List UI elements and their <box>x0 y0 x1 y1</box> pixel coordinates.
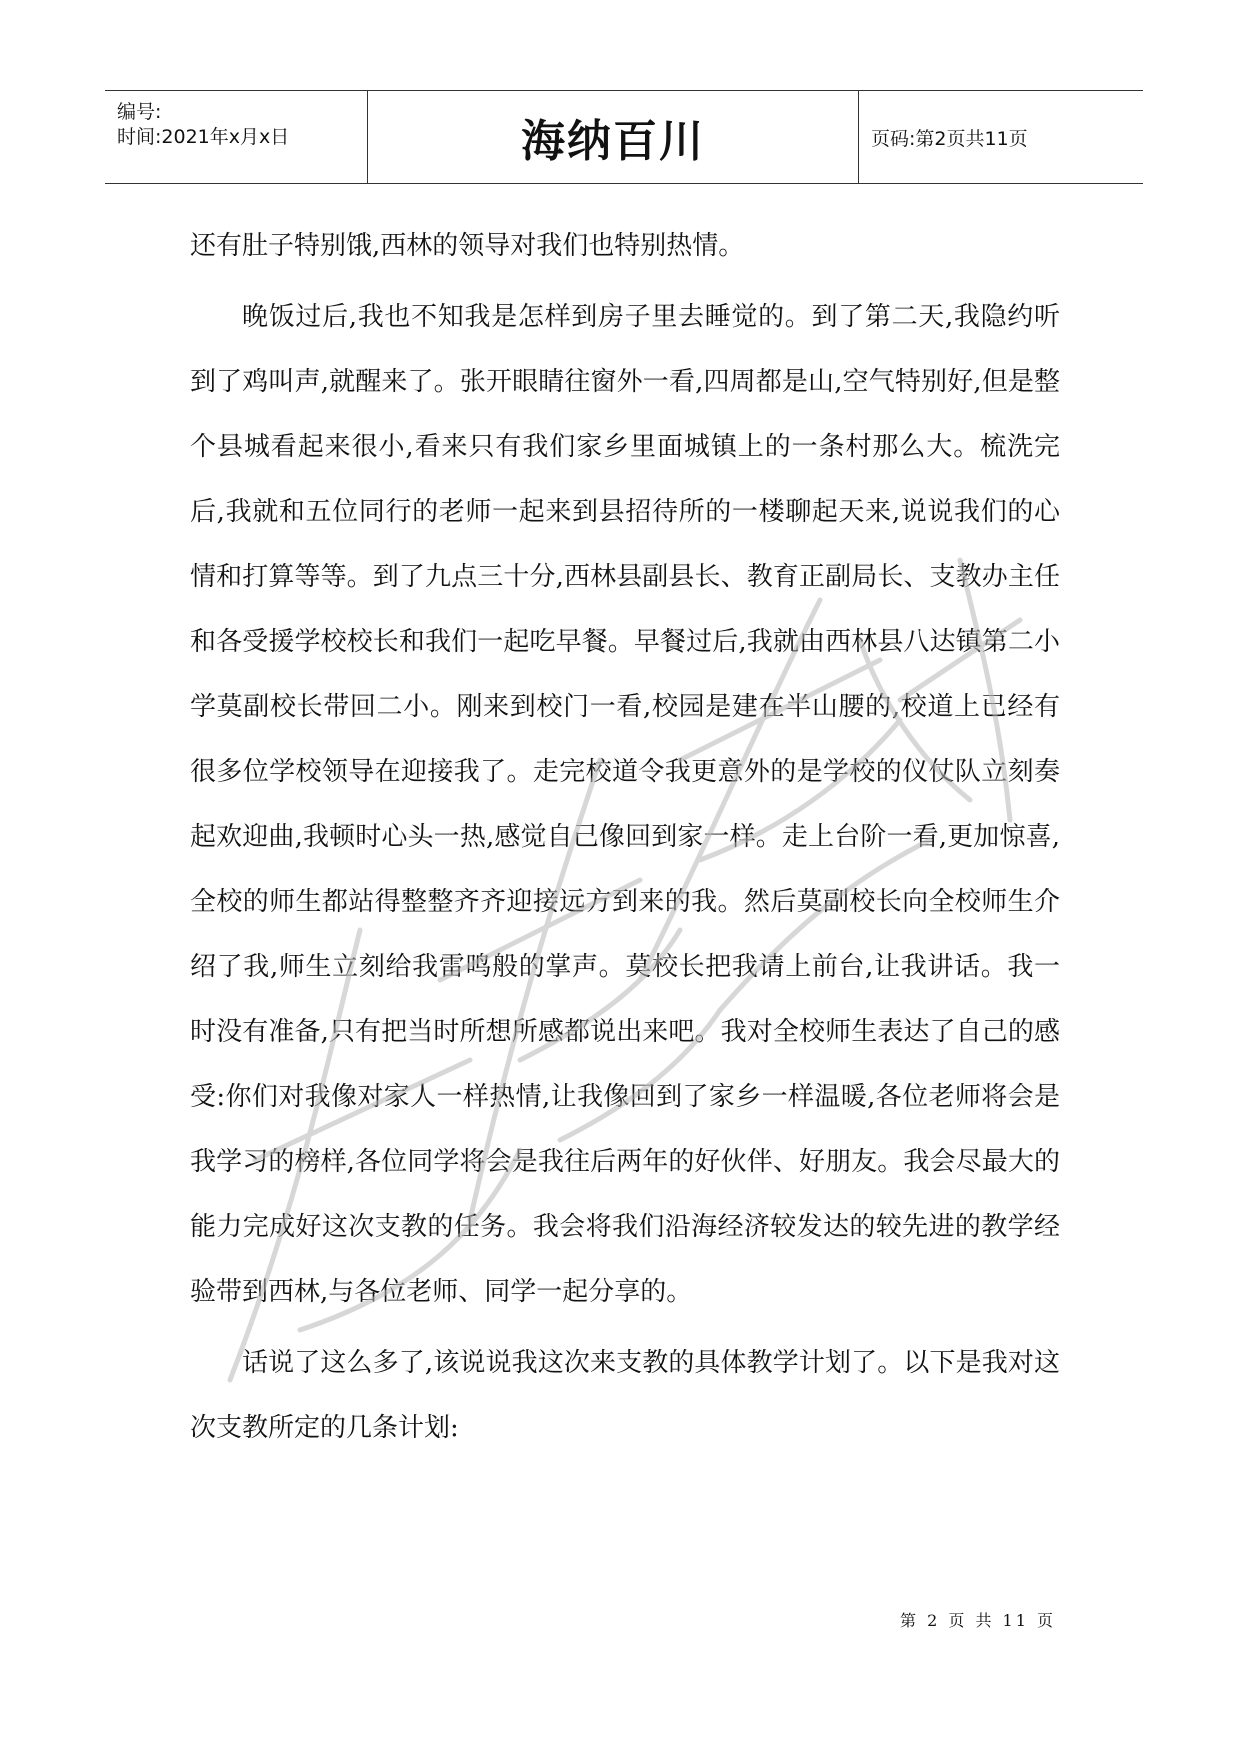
paragraph-continuation: 还有肚子特别饿,西林的领导对我们也特别热情。 <box>190 231 745 261</box>
header-title-cell <box>368 91 859 183</box>
page-footer: 第 2 页 共 11 页 <box>900 1611 1056 1630</box>
time-label: 时间:2021年x月x日 <box>117 126 290 148</box>
number-label: 编号: <box>117 101 162 123</box>
document-body <box>190 210 1060 1461</box>
document-header <box>105 90 1143 184</box>
header-title: 海纳百川 <box>521 116 705 167</box>
header-meta <box>105 91 368 183</box>
page-label: 页码:第2页共11页 <box>871 127 1028 150</box>
paragraph: 晚饭过后,我也不知我是怎样到房子里去睡觉的。到了第二天,我隐约听到了鸡叫声,就醒来了。张开眼睛往窗外一看,四周都是山,空气特别好,但是整个县城看起来很小,看来只有我们家乡里面城镇上的一条村那么大。梳洗完后,我就和五位同行的老师一起来到县招待所的一楼聊起天来,说说我们的心情和打算等等。到了九点三十分,西林县副县长、教育正副局长、支教办主任和各受援学校校长和我们一起吃早餐。早餐过后,我就由西林县八达镇第二小学莫副校长带回二小。刚来到校门一看,校园是建在半山腰的,校道上已经有很多位学校领导在迎接我了。走完校道令我更意外的是学校的仪仗队立刻奏起欢迎曲,我顿时心头一热,感觉自己像回到家一样。走上台阶一看,更加惊喜,全校的师生都站得整整齐齐迎接远方到来的我。然后莫副校长向全校师生介绍了我,师生立刻给我雷鸣般的掌声。莫校长把我请上前台,让我讲话。我一时没有准备,只有把当时所想所感都说出来吧。我对全校师生表达了自己的感受:你们对我像对家人一样热情,让我像回到了家乡一样温暖,各位老师将会是我学习的榜样,各位同学将会是我往后两年的好伙伴、好朋友。我会尽最大的能力完成好这次支教的任务。我会将我们沿海经济较发达的较先进的教学经验带到西林,与各位老师、同学一起分享的。 <box>190 302 1060 1307</box>
paragraph: 话说了这么多了,该说说我这次来支教的具体教学计划了。以下是我对这次支教所定的几条计划: <box>190 1348 1060 1443</box>
